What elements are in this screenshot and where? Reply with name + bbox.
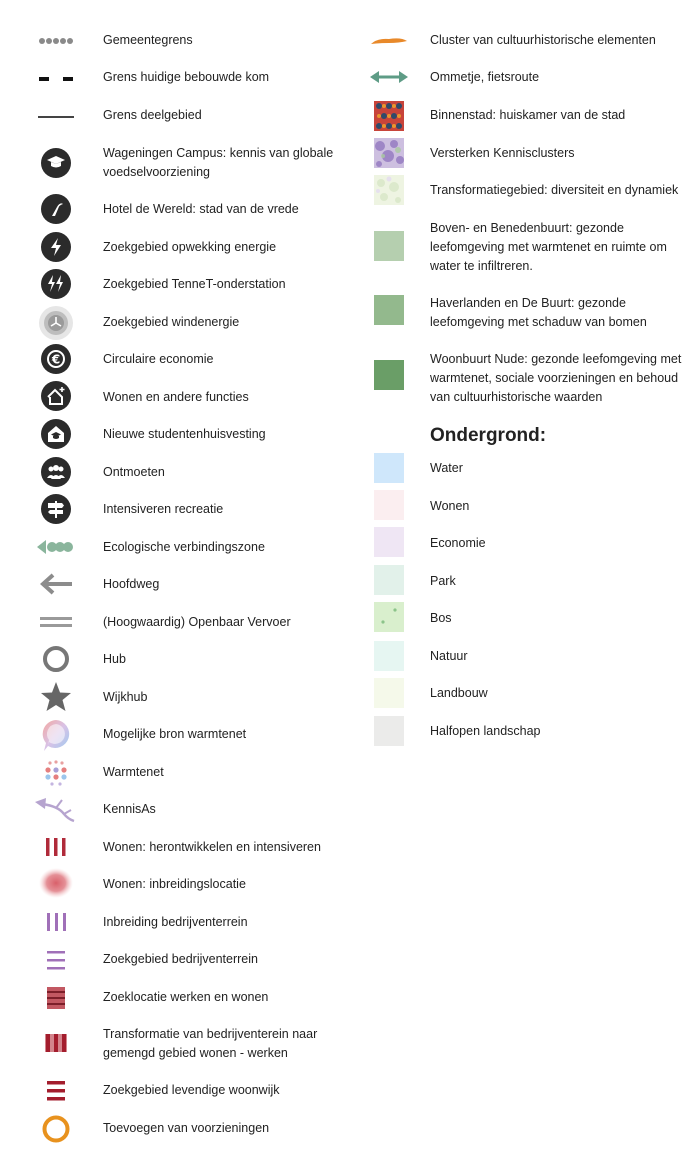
lightning-icon — [41, 232, 71, 262]
legend-label-warmtenet: Warmtenet — [103, 765, 164, 779]
gemeentegrens-icon — [38, 31, 74, 51]
red-bars-icon — [42, 836, 70, 858]
legend-label-nude: Woonbuurt Nude: gezonde leefomgeving met warmtenet, sociale voorzieningen en behoud van cultuurhistorische waarden — [430, 352, 682, 404]
green-swatch-1 — [374, 231, 404, 261]
wind-turbine-icon — [38, 305, 74, 341]
legend-label-binnenstad: Binnenstad: huiskamer van de stad — [430, 108, 626, 122]
dove-icon — [41, 194, 71, 224]
purple-bars-icon — [42, 911, 70, 933]
legend-label-campus: Wageningen Campus: kennis van globale voedselvoorziening — [103, 146, 334, 179]
legend-label-haverlanden: Haverlanden en De Buurt: gezonde leefomgeving met schaduw van bomen — [430, 296, 647, 329]
legend-label-ommetje: Ommetje, fietsroute — [430, 70, 540, 84]
kennisclusters-pattern-icon — [374, 138, 404, 168]
legend-label-zoekgebied-bedrijven: Zoekgebied bedrijventerrein — [103, 952, 258, 966]
legend-label-ov: (Hoogwaardig) Openbaar Vervoer — [103, 615, 291, 629]
legend-label-natuur: Natuur — [430, 649, 468, 663]
park-swatch — [374, 565, 404, 595]
orange-cluster-icon — [369, 31, 409, 51]
natuur-swatch — [374, 641, 404, 671]
star-icon — [40, 681, 72, 713]
legend-label-ontmoeten: Ontmoeten — [103, 465, 165, 479]
legend-label-studenten: Nieuwe studentenhuisvesting — [103, 427, 266, 441]
legend-label-transformatiegebied: Transformatiegebied: diversiteit en dynamiek — [430, 183, 679, 197]
legend-label-kennisas: KennisAs — [103, 802, 156, 816]
legend-label-hub: Hub — [103, 652, 126, 666]
double-line-icon — [38, 612, 74, 632]
legend-label-park: Park — [430, 574, 456, 588]
legend-label-bos: Bos — [430, 611, 452, 625]
bos-swatch — [374, 602, 404, 632]
legend-label-halfopen: Halfopen landschap — [430, 724, 541, 738]
legend-label-wonen-andere: Wonen en andere functies — [103, 390, 249, 404]
legend-label-windenergie: Zoekgebied windenergie — [103, 315, 240, 329]
grey-arrow-icon — [38, 572, 74, 596]
house-plus-icon — [41, 381, 71, 411]
legend-label-water: Water — [430, 461, 463, 475]
legend-label-voorzieningen: Toevoegen van voorzieningen — [103, 1121, 270, 1135]
legend-label-boven-benedenbuurt: Boven- en Benedenbuurt: gezonde leefomgeving met warmtenet en ruimte om water te infiltreren. — [430, 221, 667, 273]
euro-cycle-icon — [41, 344, 71, 374]
landbouw-swatch — [374, 678, 404, 708]
ecological-arrow-icon — [36, 537, 76, 557]
halfopen-swatch — [374, 716, 404, 746]
green-swatch-3 — [374, 360, 404, 390]
ring-icon — [41, 644, 71, 674]
legend-label-ecologisch: Ecologische verbindingszone — [103, 540, 265, 554]
orange-ring-icon — [41, 1114, 71, 1144]
transformatie-pattern-icon — [374, 175, 404, 205]
legend-label-economie: Economie — [430, 536, 486, 550]
legend-label-levendige-woonwijk: Zoekgebied levendige woonwijk — [103, 1083, 280, 1097]
red-stripes-icon — [42, 985, 70, 1011]
signpost-icon — [41, 494, 71, 524]
student-house-icon — [41, 419, 71, 449]
double-lightning-icon — [41, 269, 71, 299]
legend-label-wijkhub: Wijkhub — [103, 690, 148, 704]
legend-label-transformatie: Transformatie van bedrijventerein naar gemengd gebied wonen - werken — [103, 1027, 318, 1060]
people-icon — [41, 457, 71, 487]
red-blur-icon — [38, 867, 74, 899]
grens-deelgebied-icon — [38, 107, 74, 127]
red-bars-thick-icon — [42, 1032, 70, 1054]
legend-label-werken-wonen: Zoeklocatie werken en wonen — [103, 990, 269, 1004]
legend-label-kennisclusters: Versterken Kennisclusters — [430, 146, 575, 160]
double-arrow-icon — [369, 67, 409, 87]
svg-text:€: € — [51, 352, 61, 367]
legend-label-recreatie: Intensiveren recreatie — [103, 502, 224, 516]
legend-label-herontwikkelen: Wonen: herontwikkelen en intensiveren — [103, 840, 321, 854]
kennisas-arrow-icon — [34, 796, 78, 824]
legend-label-bron-warmtenet: Mogelijke bron warmtenet — [103, 727, 247, 741]
legend-label-inbreidingslocatie: Wonen: inbreidingslocatie — [103, 877, 246, 891]
legend-label-bebouwde-kom: Grens huidige bebouwde kom — [103, 70, 270, 84]
wonen-swatch — [374, 490, 404, 520]
legend-label-hotel: Hotel de Wereld: stad van de vrede — [103, 202, 299, 216]
legend-label-inbreiding-bedrijven: Inbreiding bedrijventerrein — [103, 915, 248, 929]
legend-label-deelgebied: Grens deelgebied — [103, 108, 202, 122]
red-lines-icon — [42, 1078, 70, 1104]
heat-source-icon — [40, 718, 72, 752]
grens-bebouwde-kom-icon — [38, 69, 74, 89]
legend-label-gemeentegrens: Gemeentegrens — [103, 33, 193, 47]
legend-label-landbouw: Landbouw — [430, 686, 488, 700]
water-swatch — [374, 453, 404, 483]
purple-lines-icon — [42, 948, 70, 972]
legend-label-circulair: Circulaire economie — [103, 352, 214, 366]
legend-label-wonen: Wonen — [430, 499, 470, 513]
legend-label-cluster: Cluster van cultuurhistorische elementen — [430, 33, 656, 47]
binnenstad-pattern-icon — [374, 101, 404, 131]
legend-label-hoofdweg: Hoofdweg — [103, 577, 160, 591]
legend-label-energie: Zoekgebied opwekking energie — [103, 240, 277, 254]
heat-network-dots-icon — [40, 757, 72, 789]
green-swatch-2 — [374, 295, 404, 325]
graduation-cap-icon — [41, 148, 71, 178]
ondergrond-heading: Ondergrond: — [430, 425, 547, 446]
legend-label-tennet: Zoekgebied TenneT-onderstation — [103, 277, 286, 291]
economie-swatch — [374, 527, 404, 557]
